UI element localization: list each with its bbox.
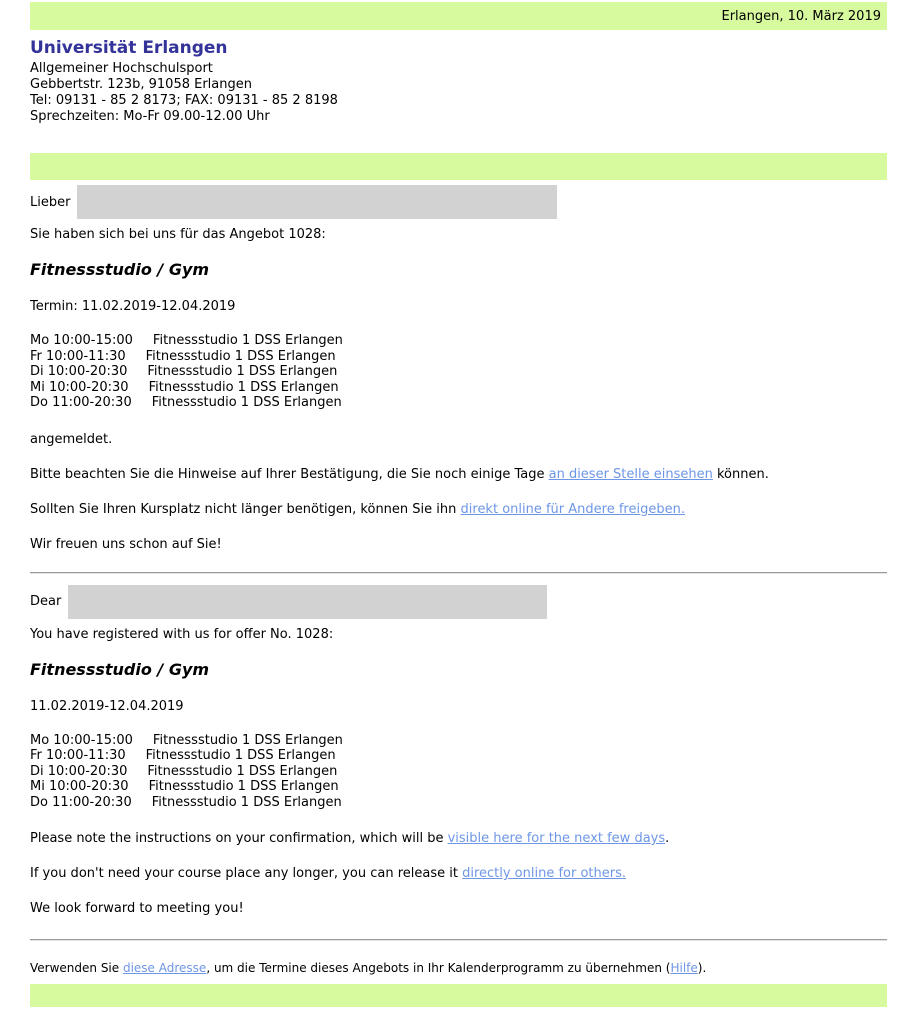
confirmation-link-en[interactable]: visible here for the next few days: [447, 831, 666, 846]
footer-divider: [30, 939, 887, 941]
note-suffix-de: können.: [712, 466, 769, 482]
schedule-row: [30, 795, 887, 811]
schedule-location: Fitnessstudio 1 DSS Erlangen: [152, 333, 343, 348]
schedule-daytime: Do 11:00-20:30: [30, 794, 132, 810]
org-name: Universität Erlangen: [30, 38, 228, 58]
term-line-en: 11.02.2019-12.04.2019: [30, 698, 184, 714]
schedule-row: [30, 764, 887, 780]
org-address-line: Gebbertstr. 123b, 91058 Erlangen: [30, 77, 252, 92]
org-address-line: Tel: 09131 - 85 2 8173; FAX: 09131 - 85 2 8198: [30, 93, 338, 108]
redacted-name-box: [77, 185, 557, 219]
schedule-list-en: [30, 733, 887, 811]
closing-text-de: Wir freuen uns schon auf Sie!: [30, 536, 222, 552]
note-prefix-de: Bitte beachten Sie die Hinweise auf Ihrer Bestätigung, die Sie noch einige Tage: [30, 466, 549, 482]
org-address-line: Allgemeiner Hochschulsport: [30, 61, 213, 76]
salutation-row-en: [30, 585, 887, 619]
footer-bar: [30, 984, 887, 1007]
schedule-daytime: Mo 10:00-15:00: [30, 732, 133, 748]
release-text-en: [30, 865, 887, 882]
footer-note: [30, 961, 887, 975]
course-title: Fitnessstudio / Gym: [30, 260, 210, 279]
schedule-location: Fitnessstudio 1 DSS Erlangen: [145, 748, 336, 763]
schedule-location: Fitnessstudio 1 DSS Erlangen: [148, 379, 339, 395]
date-text: Erlangen, 10. März 2019: [721, 8, 881, 24]
schedule-row: [30, 779, 887, 795]
confirmation-link-de[interactable]: an dieser Stelle einsehen: [548, 466, 713, 482]
note-suffix-en: .: [665, 831, 670, 846]
help-link[interactable]: Hilfe: [670, 961, 698, 975]
schedule-daytime: Di 10:00-20:30: [30, 364, 128, 379]
redacted-name-box: [68, 585, 547, 619]
org-header: [30, 38, 887, 125]
release-link-en[interactable]: directly online for others.: [462, 866, 627, 881]
note-prefix-en: Please note the instructions on your confirmation, which will be: [30, 831, 448, 846]
closing-text-en: We look forward to meeting you!: [30, 901, 244, 916]
release-text-de: [30, 501, 887, 518]
schedule-daytime: Do 11:00-20:30: [30, 395, 132, 410]
intro-text-en: You have registered with us for offer No. 1028:: [30, 626, 334, 642]
date-bar: [30, 2, 887, 30]
schedule-list-de: [30, 333, 887, 411]
schedule-location: Fitnessstudio 1 DSS Erlangen: [151, 395, 342, 410]
schedule-row: [30, 349, 887, 365]
schedule-location: Fitnessstudio 1 DSS Erlangen: [151, 794, 342, 810]
schedule-location: Fitnessstudio 1 DSS Erlangen: [148, 779, 339, 794]
schedule-row: [30, 748, 887, 764]
schedule-location: Fitnessstudio 1 DSS Erlangen: [147, 763, 338, 779]
intro-text-de: Sie haben sich bei uns für das Angebot 1028:: [30, 227, 326, 242]
schedule-row: [30, 333, 887, 349]
salutation-label-de: Lieber: [30, 194, 71, 210]
footer-prefix: Verwenden Sie: [30, 961, 123, 975]
german-section: [30, 185, 887, 553]
schedule-row: [30, 733, 887, 749]
salutation-row-de: [30, 185, 887, 219]
release-prefix-en: If you don't need your course place any longer, you can release it: [30, 866, 463, 881]
schedule-daytime: Fr 10:00-11:30: [30, 748, 126, 763]
schedule-location: Fitnessstudio 1 DSS Erlangen: [145, 348, 336, 364]
note-text-en: [30, 830, 887, 847]
schedule-daytime: Mo 10:00-15:00: [30, 333, 133, 348]
schedule-location: Fitnessstudio 1 DSS Erlangen: [152, 732, 343, 748]
separator-bar: [30, 153, 887, 180]
course-title: Fitnessstudio / Gym: [30, 659, 210, 679]
schedule-row: [30, 380, 887, 396]
org-address-line: Sprechzeiten: Mo-Fr 09.00-12.00 Uhr: [30, 109, 270, 124]
footer-middle: , um die Termine dieses Angebots in Ihr Kalenderprogramm zu übernehmen (: [206, 961, 671, 975]
schedule-daytime: Di 10:00-20:30: [30, 763, 128, 779]
english-section: [30, 585, 887, 918]
schedule-location: Fitnessstudio 1 DSS Erlangen: [147, 364, 338, 379]
note-text-de: [30, 466, 887, 483]
registered-text-de: angemeldet.: [30, 431, 113, 447]
schedule-daytime: Mi 10:00-20:30: [30, 779, 129, 794]
schedule-row: [30, 364, 887, 380]
section-divider: [30, 572, 887, 574]
term-line-de: Termin: 11.02.2019-12.04.2019: [30, 299, 236, 314]
footer-suffix: ).: [697, 961, 707, 975]
calendar-address-link[interactable]: diese Adresse: [122, 961, 207, 975]
release-link-de[interactable]: direkt online für Andere freigeben.: [460, 501, 685, 517]
schedule-daytime: Mi 10:00-20:30: [30, 379, 129, 395]
schedule-daytime: Fr 10:00-11:30: [30, 348, 126, 364]
schedule-row: [30, 395, 887, 411]
release-prefix-de: Sollten Sie Ihren Kursplatz nicht länger benötigen, können Sie ihn: [30, 501, 461, 517]
salutation-label-en: Dear: [30, 594, 62, 609]
